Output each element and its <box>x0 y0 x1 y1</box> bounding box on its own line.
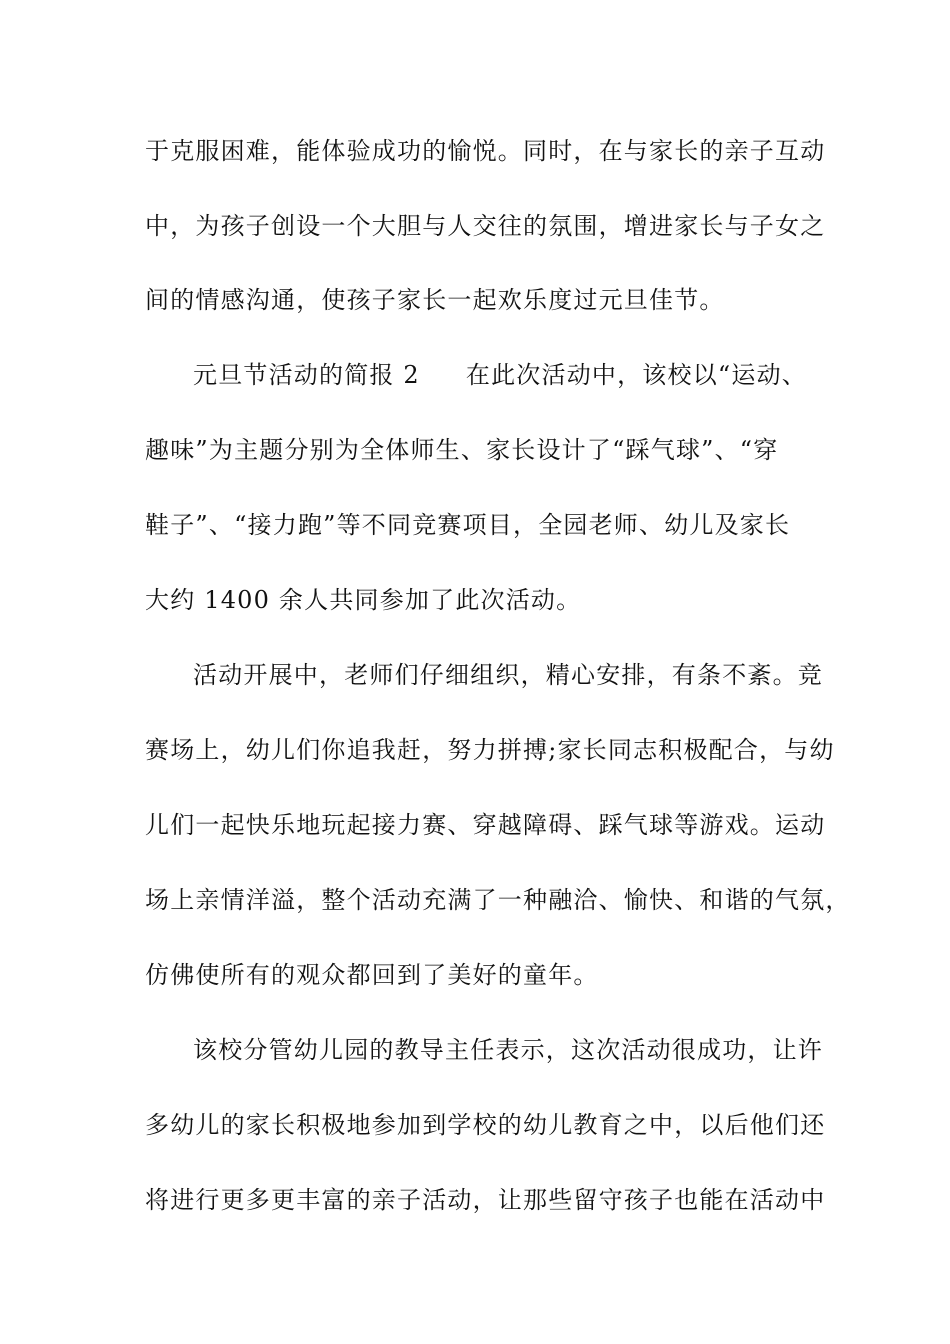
paragraph-2-lead-text: 在此次活动中，该校以“运动、 <box>465 361 807 389</box>
paragraph-4-line-1: 该校分管幼儿园的教导主任表示，这次活动很成功，让许 <box>193 1036 823 1064</box>
paragraph-4-line-2: 多幼儿的家长积极地参加到学校的幼儿教育之中，以后他们还 <box>145 1111 826 1139</box>
paragraph-3-line-5: 仿佛使所有的观众都回到了美好的童年。 <box>145 961 599 989</box>
paragraph-3-line-4: 场上亲情洋溢，整个活动充满了一种融洽、愉快、和谐的气氛， <box>145 886 851 914</box>
paragraph-1-line-3: 间的情感沟通，使孩子家长一起欢乐度过元旦佳节。 <box>145 286 725 314</box>
section-heading: 元旦节活动的简报 2 <box>193 361 420 389</box>
paragraph-3-line-3: 儿们一起快乐地玩起接力赛、穿越障碍、踩气球等游戏。运动 <box>145 811 826 839</box>
paragraph-2-line-2: 趣味”为主题分别为全体师生、家长设计了“踩气球”、“穿 <box>145 436 779 464</box>
paragraph-1-line-2: 中，为孩子创设一个大胆与人交往的氛围，增进家长与子女之 <box>145 212 826 240</box>
paragraph-2-line-3: 鞋子”、“接力跑”等不同竞赛项目，全园老师、幼儿及家长 <box>145 511 791 539</box>
paragraph-1-line-1: 于克服困难，能体验成功的愉悦。同时，在与家长的亲子互动 <box>145 137 826 165</box>
paragraph-4-line-3: 将进行更多更丰富的亲子活动，让那些留守孩子也能在活动中 <box>145 1186 826 1214</box>
paragraph-3-line-1: 活动开展中，老师们仔细组织，精心安排，有条不紊。竞 <box>193 661 823 689</box>
paragraph-3-line-2: 赛场上，幼儿们你追我赶，努力拼搏;家长同志积极配合，与幼 <box>145 736 835 764</box>
paragraph-2-line-4: 大约 1400 余人共同参加了此次活动。 <box>145 586 582 614</box>
paragraph-2-line-1 <box>193 360 807 390</box>
